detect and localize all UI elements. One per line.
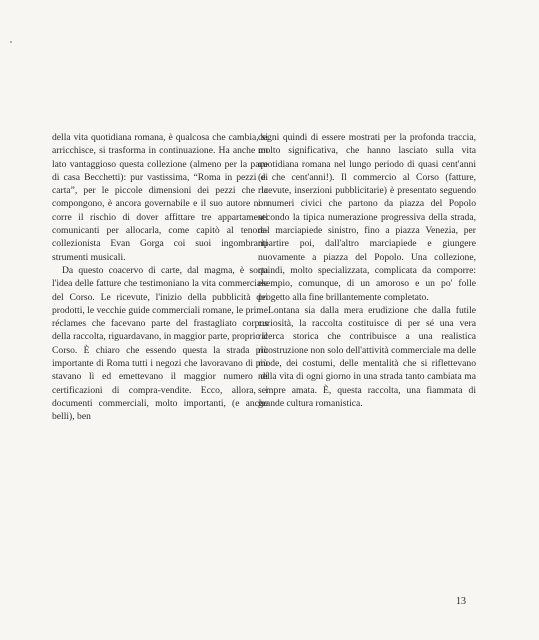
right-text-column	[258, 131, 476, 410]
left-paragraph-2: Da questo coacervo di carte, dal magma, è sorta l'idea delle fatture che testimoniano la vita commerciale del Corso. Le ricevute, l'inizio della pubblicità dei prodotti, le vecchie guide commerciali romane, le prime réclames che facevano parte del frastagliato corpus della raccolta, riguardavano, in maggior parte, proprio il Corso. È chiaro che essendo questa la strada più importante di Roma tutti i negozi che lavoravano di più stavano lì ed emettevano il maggior numero di certificazioni di compra-vendite. Ecco, allora, i documenti commerciali, molto importanti, (e anche belli), ben	[52, 264, 268, 423]
right-paragraph-2: Lontana sia dalla mera erudizione che dalla futile curiosità, la raccolta costituisce di per sé una vera ricerca storica che contribuisce a una realistica ricostruzione non solo dell'attività commerciale ma delle mode, dei costumi, delle mentalità che si riflettevano nella vita di ogni giorno in una strada tanto cambiata ma sempre amata. È, questa raccolta, una fiammata di grande cultura romanistica.	[258, 304, 476, 409]
left-paragraph-1: della vita quotidiana romana, è qualcosa che cambia, si arricchisce, si trasforma in continuazione. Ha anche un lato vantaggioso questa collezione (almeno per la pace di casa Becchetti): pur vastissima, “Roma in pezzi di carta”, per le piccole dimensioni dei pezzi che la compongono, è ancora governabile e il suo autore non corre il rischio di dover affittare tre appartamenti comunicanti per allocarla, come capitò al tenore-collezionista Evan Gorga coi suoi ingombranti strumenti musicali.	[52, 132, 268, 263]
page-number: 13	[456, 596, 466, 607]
left-text-column	[52, 131, 268, 424]
scan-speck	[10, 41, 12, 43]
right-paragraph-1: degni quindi di essere mostrati per la profonda traccia, molto significativa, che hanno lasciato sulla vita quotidiana romana nel lungo periodo di quasi cent'anni (e che cent'anni!). Il commercio al Corso (fatture, ricevute, inserzioni pubblicitarie) è presentato seguendo i numeri civici che partono da piazza del Popolo secondo la tipica numerazione progressiva della strada, dal marciapiede sinistro, fino a piazza Venezia, per ripartire poi, dall'altro marciapiede e giungere nuovamente a piazza del Popolo. Una collezione, quindi, molto specializzata, complicata da comporre: esempio, comunque, di un amoroso e un po' folle progetto alla fine brillantemente completato.	[258, 132, 476, 303]
